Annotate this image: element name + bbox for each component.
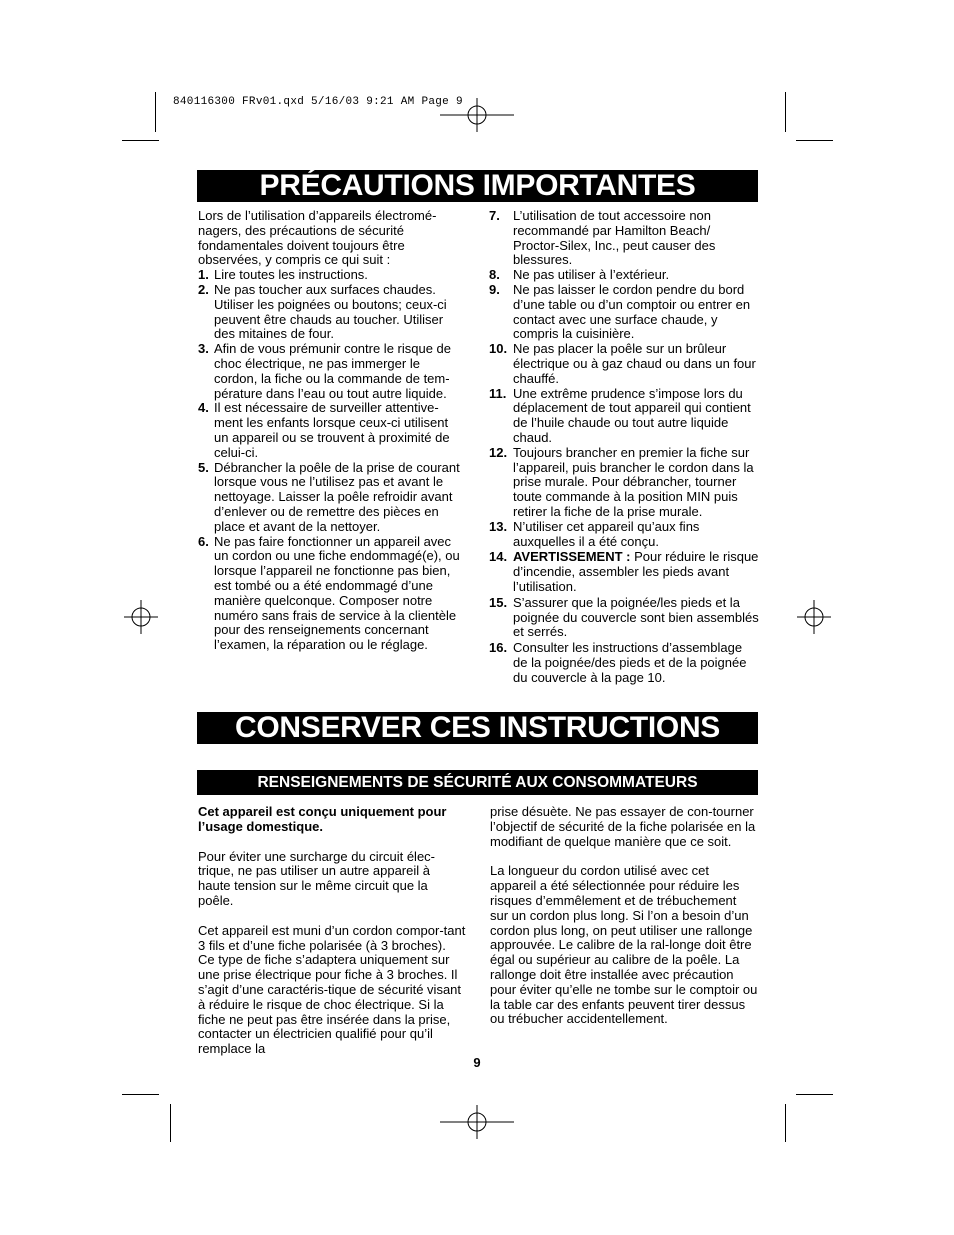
precautions-list-right (489, 209, 759, 686)
safety-left-column (198, 805, 466, 1072)
crop-mark (122, 140, 159, 141)
precautions-list-left (198, 268, 466, 653)
list-item: 10. Ne pas placer la poêle sur un brûleur électrique ou à gaz chaud ou dans un four chauffé. (489, 341, 756, 386)
list-item: 15. S’assurer que la poignée/les pieds et la poignée du couvercle sont bien assemblés et serrés. (489, 594, 759, 640)
safety-domestic-note: Cet appareil est conçu uniquement pour l’usage domestique. (198, 804, 447, 834)
list-item: 6. Ne pas faire fonctionner un appareil avec un cordon ou une fiche endommagé(e), ou lorsque l’appareil ne fonctionne pas bien, est tombé ou a été endommagé d’une manière quelconque. Composer notre numéro sans frais de service à la clientèle pour des renseignements concernant l’examen, la réparation ou le réglage. (198, 533, 460, 653)
list-item: 4. Il est nécessaire de surveiller attentive-ment les enfants lorsque ceux-ci utilisent un appareil ou se trouvent à proximité de celui-ci. (198, 400, 450, 460)
list-item: 5. Débrancher la poêle de la prise de courant lorsque vous ne l’utilisez pas et avant le nettoyage. Laisser la poêle refroidir avant d’enlever ou de remettre des pièces en place et avant de la nettoyer. (198, 459, 460, 534)
crop-mark (785, 92, 786, 132)
list-item: 11. Une extrême prudence s’impose lors du déplacement de tout appareil qui contient de l’huile chaude ou tout autre liquide chaud. (489, 385, 751, 445)
safety-paragraph: Pour éviter une surcharge du circuit élec-trique, ne pas utiliser un autre appareil à haute tension sur le même circuit que la poêle. (198, 848, 436, 908)
list-item: 9. Ne pas laisser le cordon pendre du bord d’une table ou d’un comptoir ou entrer en contact avec une surface chaude, y compris la cuisinière. (489, 281, 751, 342)
crop-mark (170, 1104, 171, 1142)
list-item: 1. Lire toutes les instructions. (198, 267, 368, 283)
page-number: 9 (473, 1055, 481, 1070)
safety-right-column (490, 805, 758, 1042)
crop-mark (796, 1094, 833, 1095)
registration-line-icon (440, 1113, 514, 1131)
crop-mark (785, 1104, 786, 1142)
list-item: 2. Ne pas toucher aux surfaces chaudes. Utiliser les poignées ou boutons; ceux-ci peuvent être chauds au toucher. Utiliser des mitaines de four. (198, 281, 447, 342)
precautions-title: PRÉCAUTIONS IMPORTANTES (197, 170, 758, 202)
list-item: 12. Toujours brancher en premier la fiche sur l’appareil, puis brancher le cordon dans la prise murale. Pour débrancher, tourner toute commande à la position MIN puis retirer la fiche de la prise murale. (489, 444, 754, 519)
list-item: 16. Consulter les instructions d’assemblage de la poignée/des pieds et de la poignée du couvercle à la page 10. (489, 640, 747, 685)
registration-mark-icon (124, 600, 158, 634)
list-item: 8. Ne pas utiliser à l’extérieur. (489, 267, 670, 283)
print-slug: 840116300 FRv01.qxd 5/16/03 9:21 AM Page 9 (173, 96, 463, 108)
list-item: 3. Afin de vous prémunir contre le risque de choc électrique, ne pas immerger le cordon, la fiche ou la commande de tem-pérature dans l’eau ou tout autre liquide. (198, 341, 452, 401)
precautions-left-column (198, 209, 466, 653)
safety-paragraph: Cet appareil est muni d’un cordon compor-tant 3 fils et d’une fiche polarisée (à 3 broches). Ce type de fiche s’adaptera uniquement sur une prise électrique pour fiche à 3 broches. Il s’agit d’une caractéris-tique de sécurité visant à réduire le risque de choc électrique. Si la fiche ne peut pas être insérée dans la prise, contacter un électricien qualifié pour qu’il remplace la (198, 922, 466, 1057)
safety-paragraph: prise désuète. Ne pas essayer de con-tourner l’objectif de sécurité de la fiche polarisée en la modifiant de quelque manière que ce soit. (490, 804, 756, 849)
precautions-right-column (489, 209, 759, 686)
precautions-intro: Lors de l’utilisation d’appareils électromé-nagers, des précautions de sécurité fondamentales doivent toujours être observées, y compris ce qui suit : (198, 208, 437, 268)
list-item: 14. AVERTISSEMENT : Pour réduire le risque d’incendie, assembler les pieds avant l’utilisation. (489, 549, 759, 594)
crop-mark (796, 140, 833, 141)
safety-title: RENSEIGNEMENTS DE SÉCURITÉ AUX CONSOMMATEURS (197, 770, 758, 795)
registration-mark-icon (797, 600, 831, 634)
safety-paragraph: La longueur du cordon utilisé avec cet appareil a été sélectionnée pour réduire les risques d’emmêlement et de trébuchement sur un cordon plus long. Si l’on a besoin d’un cordon plus long, on peut utiliser une rallonge approuvée. Le calibre de la ral-longe doit être égal ou supérieur au calibre de la poêle. La rallonge doit être installée avec précaution pour éviter qu’elle ne tombe sur le comptoir ou la table car des enfants peuvent tirer dessus ou trébucher accidentellement. (490, 863, 758, 1027)
crop-mark (155, 92, 156, 132)
registration-line-icon (440, 106, 514, 124)
list-item: 7. L’utilisation de tout accessoire non recommandé par Hamilton Beach/ Proctor-Silex, Inc., peut causer des blessures. (489, 208, 716, 268)
list-item: 13. N’utiliser cet appareil qu’aux fins auxquelles il a été conçu. (489, 518, 700, 549)
conserver-title: CONSERVER CES INSTRUCTIONS (197, 712, 758, 744)
crop-mark (122, 1094, 159, 1095)
